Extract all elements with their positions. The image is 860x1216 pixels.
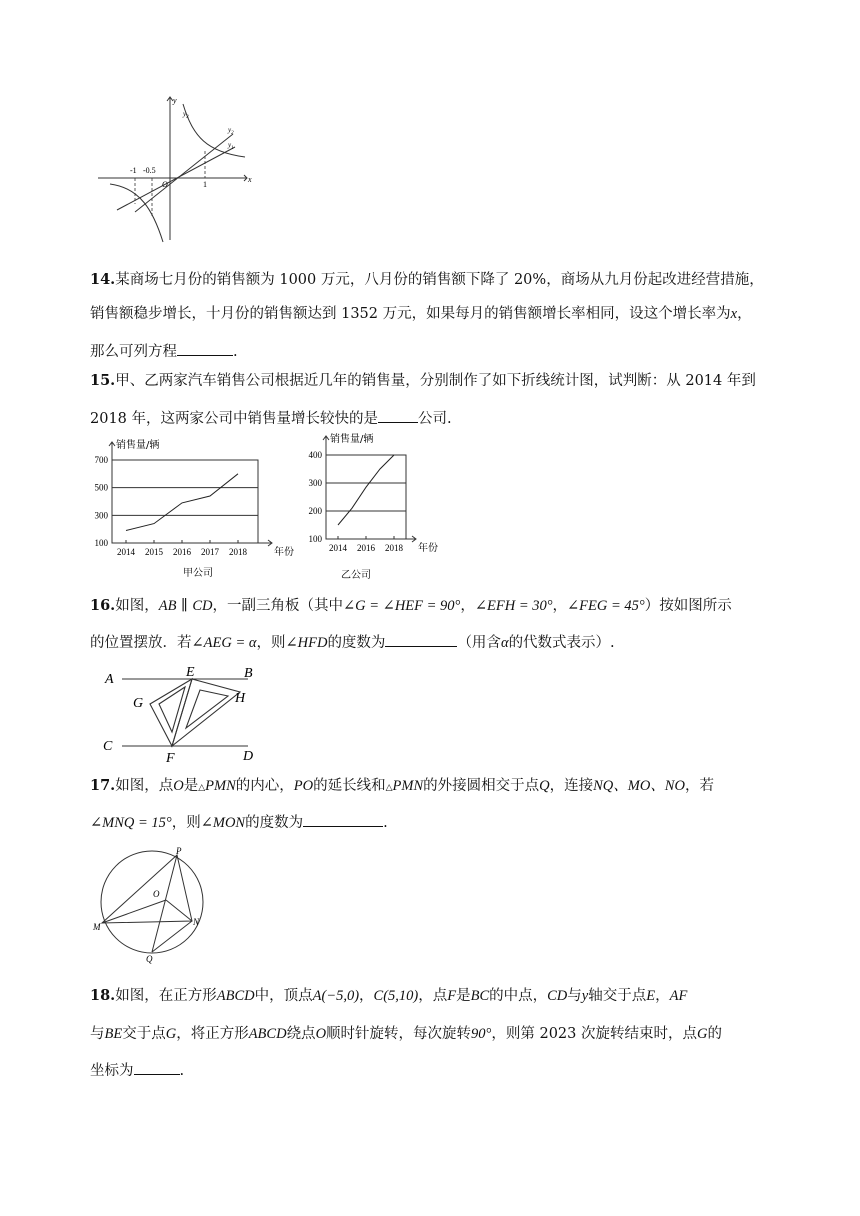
answer-blank [134, 1060, 180, 1075]
q16-line1: 16.如图，AB ∥ CD，一副三角板（其中∠G = ∠HEF = 90°，∠EFH = 30°，∠FEG = 45°）按如图所示 [90, 597, 732, 614]
y-tick-label: 700 [94, 455, 108, 465]
q15-line1: 15.甲、乙两家汽车销售公司根据近几年的销售量，分别制作了如下折线统计图，试判断：从 2014 年到 [90, 372, 756, 389]
point-H: H [235, 691, 246, 706]
plot-frame [112, 460, 258, 543]
q14-line2: 销售额稳步增长，十月份的销售额达到 1352 万元，如果每月的销售额增长率相同，设这个增长率为x， [90, 306, 752, 322]
point-O: O [153, 889, 160, 899]
y-axis-title: 销售量/辆 [116, 440, 160, 451]
point-M: M [93, 922, 101, 932]
x-tick-label: 2017 [201, 547, 219, 557]
chart-company-yi [296, 432, 456, 582]
x-axis-title: 年份 [418, 543, 438, 554]
answer-blank [177, 341, 233, 356]
chart-caption: 乙公司 [341, 570, 371, 581]
q18-line1: 18.如图，在正方形ABCD中，顶点A(−5,0)，C(5,10)，点F是BC的中点，CD与y轴交于点E，AF [90, 987, 688, 1004]
answer-blank [378, 408, 418, 423]
series-line [338, 455, 394, 525]
tick-minus-half: -0.5 [143, 166, 156, 175]
y1-label: $y_1$ [228, 141, 234, 151]
x-axis-label: x [248, 175, 252, 184]
y-tick-label: 100 [308, 534, 322, 544]
point-Q: Q [146, 954, 153, 964]
q17-line1: 17.如图，点O是△PMN的内心，PO的延长线和△PMN的外接圆相交于点Q，连接NQ、MO、NO，若 [90, 777, 714, 794]
x-tick-label: 2014 [117, 547, 135, 557]
tick-1: 1 [203, 180, 207, 189]
y-tick-label: 400 [308, 450, 322, 460]
x-tick-label: 2015 [145, 547, 163, 557]
x-tick-label: 2016 [357, 543, 375, 553]
point-G: G [133, 696, 144, 711]
y-axis-title: 销售量/辆 [330, 434, 374, 445]
x-axis-title: 年份 [274, 547, 294, 558]
y-tick-label: 100 [94, 538, 108, 548]
point-E: E [186, 665, 195, 680]
plot-frame [326, 455, 406, 539]
chart-company-jia [88, 438, 294, 583]
point-B: B [244, 666, 253, 681]
origin-label: O [162, 180, 168, 189]
circle-incenter-figure [92, 845, 212, 963]
series-line [126, 474, 238, 531]
q17-line2: ∠MNQ = 15°，则∠MON的度数为 . [90, 812, 780, 831]
y2-label: $y_2$ [228, 126, 234, 136]
y-tick-label: 300 [308, 478, 322, 488]
function-graph-figure [95, 92, 260, 247]
y-tick-label: 300 [94, 510, 108, 521]
point-D: D [243, 749, 254, 764]
tick-minus-1: -1 [130, 166, 137, 175]
y-axis-label: y [173, 96, 177, 105]
point-A: A [105, 672, 114, 687]
x-tick-label: 2014 [329, 543, 347, 553]
triangle-ruler-figure [100, 660, 265, 765]
point-P: P [176, 846, 182, 856]
y3-label: $y_3$ [183, 110, 189, 120]
q14-line3: 那么可列方程 . [90, 341, 780, 360]
answer-blank [303, 812, 383, 827]
chart-caption: 甲公司 [183, 568, 213, 579]
y-tick-label: 500 [94, 482, 108, 493]
x-tick-label: 2016 [173, 547, 191, 557]
y-tick-label: 200 [308, 506, 322, 516]
x-tick-label: 2018 [229, 547, 247, 557]
q18-line2: 与BE交于点G，将正方形ABCD绕点O顺时针旋转，每次旋转90°，则第 2023 次旋转结束时，点G的 [90, 1026, 722, 1042]
q16-line2: 的位置摆放．若∠AEG = α，则∠HFD的度数为 （用含α的代数式表示）. [90, 632, 780, 651]
answer-blank [385, 632, 457, 647]
q14-line1: 14.某商场七月份的销售额为 1000 万元，八月份的销售额下降了 20%，商场从九月份起改进经营措施， [90, 271, 764, 288]
point-C: C [103, 739, 113, 754]
point-F: F [166, 751, 175, 766]
q15-line2: 2018 年，这两家公司中销售量增长较快的是 公司. [90, 408, 780, 427]
x-tick-label: 2018 [385, 543, 403, 553]
point-N: N [193, 917, 200, 927]
q18-line3: 坐标为 . [90, 1060, 780, 1079]
